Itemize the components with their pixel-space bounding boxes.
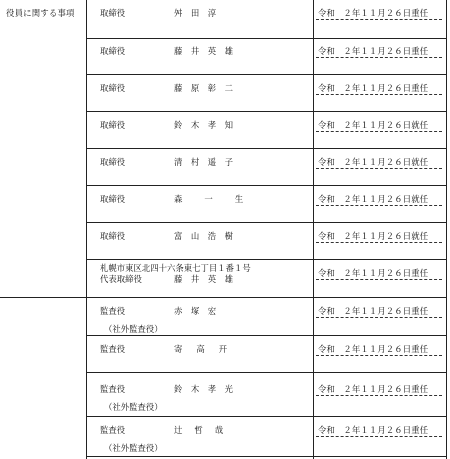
registration-date: 令和 ２年１１月２６日重任 [318, 8, 429, 18]
officer-name: 寄高幵 [174, 344, 242, 354]
registration-date: 令和 ２年１１月２６日重任 [318, 384, 429, 394]
officer-name: 森一生 [174, 194, 266, 204]
section-label: 役員に関する事項 [6, 8, 75, 18]
officer-title: 代表取締役 [100, 274, 142, 284]
officer-name: 藤原彰二 [174, 83, 242, 93]
officer-name: 辻哲哉 [174, 425, 236, 435]
registration-date: 令和 ２年１１月２６日就任 [318, 194, 429, 204]
underline [316, 168, 442, 169]
registration-date: 令和 ２年１１月２６日就任 [318, 231, 429, 241]
underline [316, 317, 442, 318]
underline [316, 242, 442, 243]
officer-title: 監査役 [100, 425, 126, 435]
officer-title: 取締役 [100, 194, 126, 204]
registration-date: 令和 ２年１１月２６日就任 [318, 120, 429, 130]
registration-date: 令和 ２年１１月２６日重任 [318, 268, 429, 278]
registration-date: 令和 ２年１１月２６日重任 [318, 83, 429, 93]
representative-row [87, 260, 446, 298]
underline [316, 131, 442, 132]
officer-name: 清村遥子 [174, 157, 242, 167]
underline [316, 57, 442, 58]
officer-title: 取締役 [100, 8, 126, 18]
officer-row [87, 112, 446, 149]
officer-row [87, 75, 446, 112]
officer-name: 舛田淳 [174, 8, 225, 18]
auditor-row [87, 373, 446, 417]
registration-date: 令和 ２年１１月２６日重任 [318, 425, 429, 435]
auditor-row [87, 336, 446, 373]
officer-row [87, 186, 446, 223]
officer-row [87, 0, 446, 39]
officer-title: 取締役 [100, 120, 126, 130]
underline [316, 355, 442, 356]
outside-auditor-note: （社外監査役） [104, 402, 163, 412]
representative-block [100, 263, 251, 285]
officer-name: 鈴木孝知 [174, 120, 242, 130]
officer-title: 取締役 [100, 231, 126, 241]
officer-title: 取締役 [100, 157, 126, 167]
officer-title: 取締役 [100, 46, 126, 56]
registration-date: 令和 ２年１１月２６日重任 [318, 306, 429, 316]
column-divider [446, 0, 447, 459]
outside-auditor-note: （社外監査役） [104, 443, 163, 453]
registration-date: 令和 ２年１１月２６日重任 [318, 46, 429, 56]
officer-row [87, 223, 446, 260]
auditor-row [87, 417, 446, 457]
officer-name: 鈴木孝光 [174, 384, 242, 394]
underline [316, 19, 442, 20]
officer-row [87, 149, 446, 186]
underline [316, 94, 442, 95]
officer-name: 藤井英雄 [174, 274, 242, 284]
officer-title: 監査役 [100, 384, 126, 394]
registration-date: 令和 ２年１１月２６日就任 [318, 157, 429, 167]
officer-title: 監査役 [100, 344, 126, 354]
officer-title: 監査役 [100, 306, 126, 316]
auditor-row [87, 298, 446, 336]
officer-name: 富山浩樹 [174, 231, 242, 241]
underline [316, 436, 442, 437]
underline [316, 279, 442, 280]
outside-auditor-note: （社外監査役） [104, 324, 163, 334]
underline [316, 395, 442, 396]
section-divider [0, 297, 86, 298]
head-office-address: 札幌市東区北四十六条東七丁目１番１号 [100, 263, 251, 273]
officer-name: 赤塚宏 [174, 306, 225, 316]
officer-row [87, 38, 446, 75]
registration-date: 令和 ２年１１月２６日重任 [318, 344, 429, 354]
officer-name: 藤井英雄 [174, 46, 242, 56]
underline [316, 205, 442, 206]
officer-title: 取締役 [100, 83, 126, 93]
